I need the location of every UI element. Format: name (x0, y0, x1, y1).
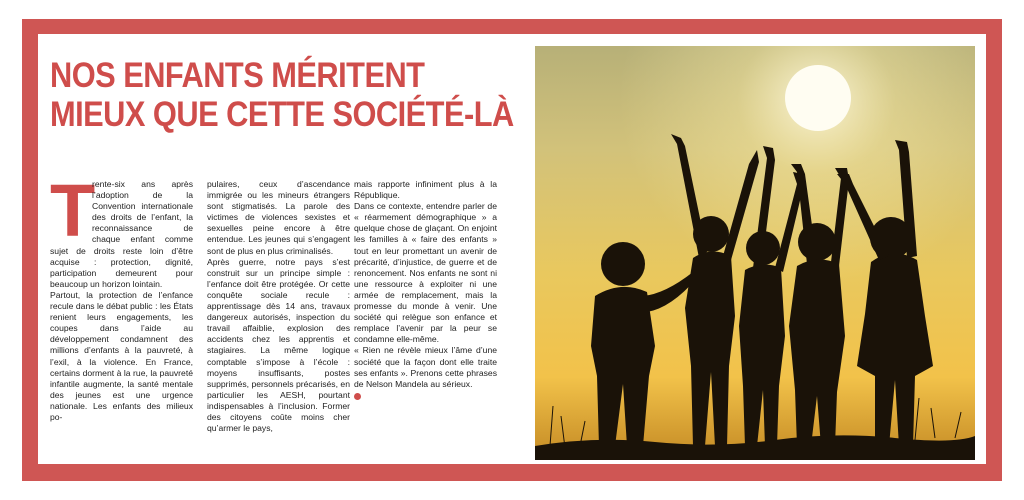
paragraph: pulaires, ceux d’ascendance immigrée ou les mineurs étrangers sont stigmatisés. La parole des victimes de violences sexistes et sexuelles peine encore à être entendue. Les jeunes qui s’engagent sont de plus en plus criminalisés. (207, 179, 350, 256)
text-column-2 (207, 179, 350, 434)
magazine-page (38, 34, 986, 464)
paragraph: Après guerre, notre pays s’est construit sur un principe simple : l’enfance doit être protégée. Or cette conquête sociale recule : apprentissage dès 14 ans, travaux dangereux autorisés, inspection du travail affaiblie, explosion des accidents chez les apprentis et stagiaires. La même logique comptable s’impose à l’école : moyens insuffisants, postes supprimés, personnels précarisés, en particulier les AESH, pourtant indispensables à l’inclusion. Former des citoyens coûte moins cher qu’armer le pays, (207, 256, 350, 434)
article-body (50, 169, 535, 469)
text-column-3 (354, 179, 497, 403)
paragraph: T rente-six ans après l’adoption de la Convention internationale des droits de l’enfant, la reconnaissance de chaque enfant comme sujet de droits reste loin d’être acquise : protection, dignité, participation demeurent pour beaucoup un horizon lointain. (50, 169, 193, 289)
child-head (601, 242, 645, 286)
paragraph: Dans ce contexte, entendre parler de « réarmement démographique » a quelque chose de glaçant. On enjoint les familles à « faire des enfants » tout en leur promettant un avenir de précarité, d’injustice, de guerre et de renoncement. Nos enfants ne sont ni une ressource à exploiter ni une armée de remplacement, mais la promesse du monde à venir. Une société qui relègue son enfance et remplace l’avenir par la peur se condamne elle-même. (354, 201, 497, 345)
article-title (50, 56, 514, 134)
sun-icon (785, 65, 851, 131)
children-silhouette-photo (535, 46, 975, 460)
text-column-1 (50, 169, 193, 423)
paragraph: mais rapporte infiniment plus à la République. (354, 179, 497, 201)
title-line-1: NOS ENFANTS MÉRITENT (50, 56, 425, 95)
photo-illustration (535, 46, 975, 460)
title-line-2: MIEUX QUE CETTE SOCIÉTÉ-LÀ (50, 95, 514, 134)
paragraph: « Rien ne révèle mieux l’âme d’une société que la façon dont elle traite ses enfants ». Prenons cette phrases de Nelson Mandela au sérieux. (354, 345, 497, 389)
end-of-article-bullet (354, 393, 361, 400)
paragraph: Partout, la protection de l’enfance recule dans le débat public : les États renient leurs engagements, les coupes dans l’aide au développement condamnent des millions d’enfants à la pauvreté, à l’exil, à la violence. En France, certains dorment à la rue, la pauvreté infantile augmente, la santé mentale des jeunes est une urgence nationale. Les enfants des milieux po- (50, 289, 193, 422)
drop-cap: T (50, 169, 96, 252)
